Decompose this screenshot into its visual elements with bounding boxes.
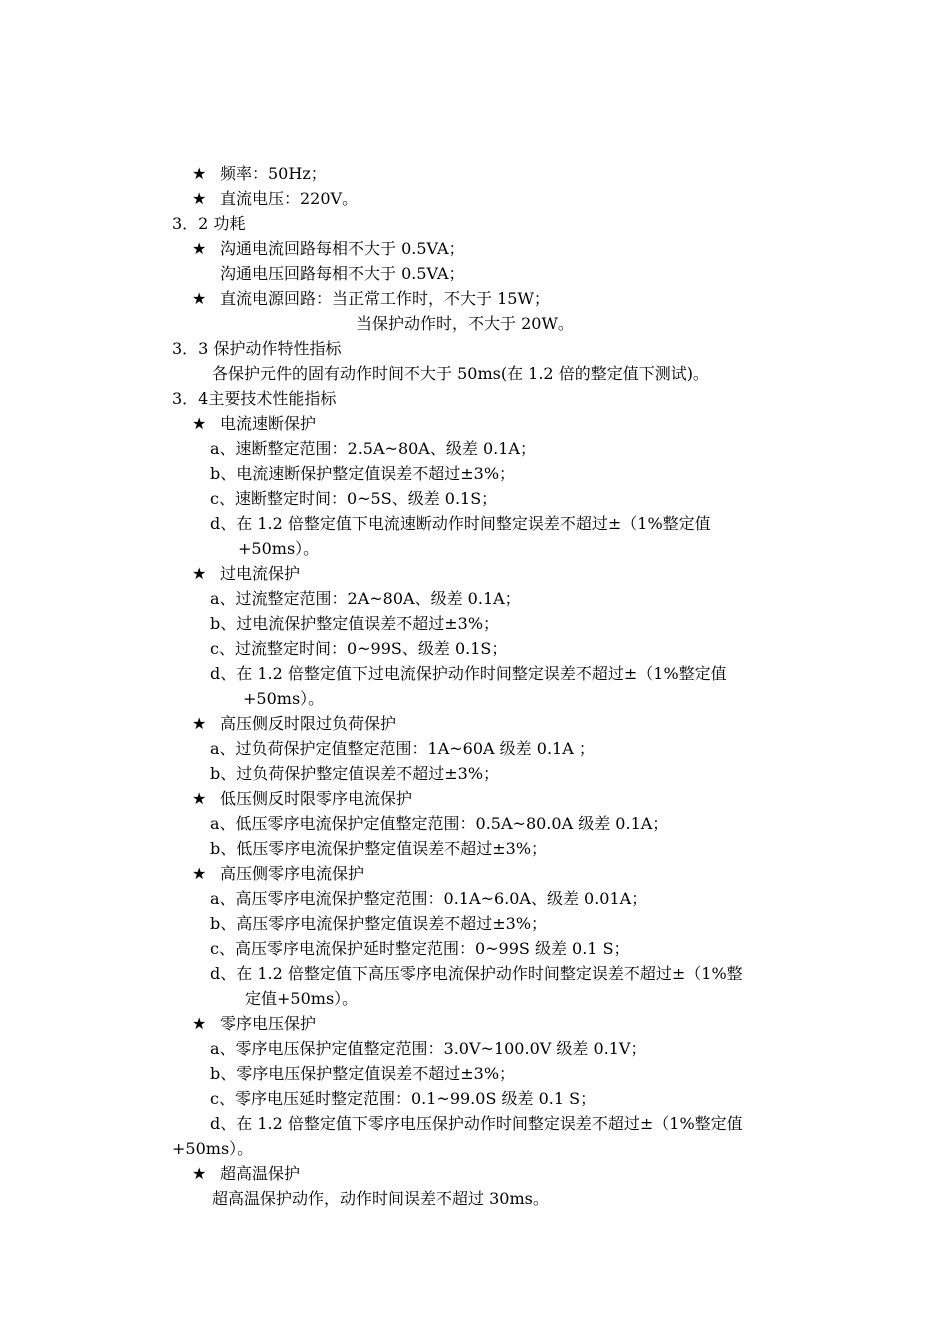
star-bullet-icon: ★: [192, 1014, 207, 1033]
line-text: 高压侧反时限过负荷保护: [220, 714, 397, 733]
star-bullet-icon: ★: [192, 414, 207, 433]
line-text: a、零序电压保护定值整定范围：3.0V~100.0V 级差 0.1V；: [210, 1039, 647, 1058]
line-text: 高压侧零序电流保护: [220, 864, 365, 883]
text-line: [210, 762, 499, 786]
line-text: c、高压零序电流保护延时整定范围：0~99S 级差 0.1 S；: [210, 939, 630, 958]
line-text: +50ms）。: [172, 1139, 254, 1158]
line-text: b、过负荷保护整定值误差不超过±3%；: [210, 764, 500, 783]
line-text: b、零序电压保护整定值误差不超过±3%；: [210, 1064, 516, 1083]
line-text: c、过流整定时间：0~99S、级差 0.1S；: [210, 639, 508, 658]
star-bullet-icon: ★: [192, 714, 207, 733]
line-text: 超高温保护: [220, 1164, 301, 1183]
text-line: [210, 1062, 515, 1086]
text-line: [192, 162, 327, 186]
text-line: [356, 312, 574, 336]
line-text: 定值+50ms）。: [245, 989, 359, 1008]
text-line: [210, 837, 547, 861]
line-text: 各保护元件的固有动作时间不大于 50ms(在 1.2 倍的整定值下测试)。: [212, 364, 709, 383]
line-text: 电流速断保护: [220, 414, 317, 433]
text-line: [210, 1112, 743, 1136]
text-line: [172, 337, 341, 361]
star-bullet-icon: ★: [192, 239, 207, 258]
star-bullet-icon: ★: [192, 164, 207, 183]
line-text: 沟通电流回路每相不大于 0.5VA；: [220, 239, 465, 258]
text-line: [210, 1037, 646, 1061]
text-line: [212, 1187, 549, 1211]
text-line: [212, 362, 709, 386]
text-line: [210, 887, 647, 911]
line-text: 过电流保护: [220, 564, 301, 583]
text-line: [192, 1012, 316, 1036]
star-bullet-icon: ★: [192, 864, 207, 883]
line-text: 直流电源回路：当正常工作时，不大于 15W；: [220, 289, 550, 308]
text-line: [210, 912, 547, 936]
line-text: 直流电压：220V。: [220, 189, 359, 208]
text-line: [243, 687, 324, 711]
star-bullet-icon: ★: [192, 189, 207, 208]
text-line: [210, 737, 595, 761]
line-text: 3．2 功耗: [172, 214, 246, 233]
line-text: 超高温保护动作，动作时间误差不超过 30ms。: [212, 1189, 549, 1208]
line-text: 3．3 保护动作特性指标: [172, 339, 342, 358]
line-text: 低压侧反时限零序电流保护: [220, 789, 413, 808]
text-line: [172, 1137, 253, 1161]
line-text: b、电流速断保护整定值误差不超过±3%；: [210, 464, 516, 483]
text-line: [210, 937, 630, 961]
text-line: [210, 587, 521, 611]
text-line: [210, 962, 743, 986]
line-text: d、在 1.2 倍整定值下高压零序电流保护动作时间整定误差不超过±（1%整: [210, 964, 743, 983]
text-line: [192, 712, 396, 736]
line-text: c、速断整定时间：0~5S、级差 0.1S；: [210, 489, 498, 508]
line-text: a、低压零序电流保护定值整定范围：0.5A~80.0A 级差 0.1A；: [210, 814, 669, 833]
text-line: [192, 412, 316, 436]
star-bullet-icon: ★: [192, 789, 207, 808]
text-line: [210, 812, 668, 836]
text-line: [192, 562, 300, 586]
text-line: [210, 1087, 596, 1111]
line-text: d、在 1.2 倍整定值下零序电压保护动作时间整定误差不超过±（1%整定值: [210, 1114, 743, 1133]
line-text: 3．4主要技术性能指标: [172, 389, 337, 408]
text-line: [192, 187, 358, 211]
text-line: [192, 787, 412, 811]
line-text: 沟通电压回路每相不大于 0.5VA；: [220, 264, 465, 283]
line-text: d、在 1.2 倍整定值下过电流保护动作时间整定误差不超过±（1%整定值: [210, 664, 727, 683]
text-line: [210, 662, 727, 686]
line-text: 频率：50Hz；: [220, 164, 327, 183]
line-text: d、在 1.2 倍整定值下电流速断动作时间整定误差不超过±（1%整定值: [210, 514, 711, 533]
text-line: [192, 287, 550, 311]
star-bullet-icon: ★: [192, 1164, 207, 1183]
line-text: b、过电流保护整定值误差不超过±3%；: [210, 614, 500, 633]
text-line: [210, 512, 711, 536]
text-line: [210, 637, 507, 661]
star-bullet-icon: ★: [192, 564, 207, 583]
text-line: [210, 437, 536, 461]
text-line: [220, 262, 465, 286]
line-text: +50ms）。: [243, 689, 325, 708]
line-text: 当保护动作时，不大于 20W。: [356, 314, 574, 333]
text-line: [210, 487, 497, 511]
line-text: a、高压零序电流保护整定范围：0.1A~6.0A、级差 0.01A；: [210, 889, 648, 908]
line-text: b、低压零序电流保护整定值误差不超过±3%；: [210, 839, 548, 858]
text-line: [210, 462, 515, 486]
text-line: [192, 862, 364, 886]
text-line: [172, 387, 336, 411]
line-text: a、过流整定范围：2A~80A、级差 0.1A；: [210, 589, 521, 608]
line-text: +50ms）。: [238, 539, 320, 558]
line-text: a、速断整定范围：2.5A~80A、级差 0.1A；: [210, 439, 536, 458]
line-text: b、高压零序电流保护整定值误差不超过±3%；: [210, 914, 548, 933]
text-line: [192, 237, 465, 261]
text-line: [210, 612, 499, 636]
text-line: [192, 1162, 300, 1186]
text-line: [238, 537, 319, 561]
line-text: 零序电压保护: [220, 1014, 317, 1033]
line-text: a、过负荷保护定值整定范围：1A~60A 级差 0.1A ；: [210, 739, 595, 758]
text-line: [172, 212, 245, 236]
text-line: [245, 987, 358, 1011]
line-text: c、零序电压延时整定范围：0.1~99.0S 级差 0.1 S；: [210, 1089, 597, 1108]
star-bullet-icon: ★: [192, 289, 207, 308]
